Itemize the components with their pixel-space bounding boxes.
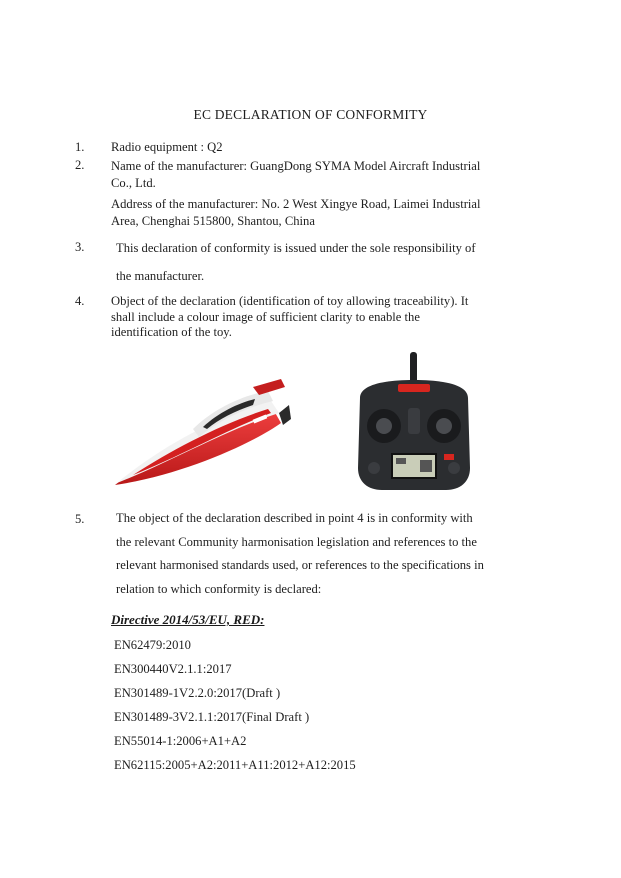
document-title: EC DECLARATION OF CONFORMITY xyxy=(193,107,428,122)
standard-item: EN300440V2.1.1:2017 xyxy=(114,662,232,676)
rc-boat-icon xyxy=(103,357,313,492)
item-5-line-1: The object of the declaration described in point 4 is in conformity with xyxy=(116,511,473,525)
standard-item: EN301489-1V2.2.0:2017(Draft ) xyxy=(114,686,281,700)
item-2-address-line-1: Address of the manufacturer: No. 2 West Xingye Road, Laimei Industrial xyxy=(111,197,481,211)
item-5-line-2: the relevant Community harmonisation legislation and references to the xyxy=(116,534,477,549)
item-1-number: 1. xyxy=(75,140,85,154)
standard-item: EN62115:2005+A2:2011+A11:2012+A12:2015 xyxy=(114,758,356,772)
item-2-number: 2. xyxy=(75,158,85,172)
item-5-text xyxy=(116,507,484,601)
remote-controller-icon xyxy=(350,350,478,495)
item-4-line-3: identification of the toy. xyxy=(111,325,232,339)
item-1-text: Radio equipment : Q2 xyxy=(111,140,223,154)
standard-item: EN62479:2010 xyxy=(114,638,191,652)
item-3-number: 3. xyxy=(75,240,85,254)
item-3-text xyxy=(116,234,476,290)
item-2-address-line-2: Area, Chenghai 515800, Shantou, China xyxy=(111,214,315,228)
item-5-number: 5. xyxy=(75,512,85,526)
item-4-number: 4. xyxy=(75,294,85,308)
item-5-line-4: relation to which conformity is declared: xyxy=(116,581,322,596)
item-3-line-1: This declaration of conformity is issued under the sole responsibility of xyxy=(116,241,476,255)
item-4-line-1: Object of the declaration (identification of toy allowing traceability). It xyxy=(111,294,469,308)
item-2-text xyxy=(111,158,480,192)
item-2-line-2: Co., Ltd. xyxy=(111,176,156,190)
standard-item: EN301489-3V2.1.1:2017(Final Draft ) xyxy=(114,710,310,724)
item-4-text xyxy=(111,294,468,341)
item-2-address xyxy=(111,196,480,230)
item-5-line-3: relevant harmonised standards used, or references to the specifications in xyxy=(116,558,484,572)
directive-heading: Directive 2014/53/EU, RED: xyxy=(111,612,265,627)
item-3-line-2: the manufacturer. xyxy=(116,269,205,283)
item-2-line-1: Name of the manufacturer: GuangDong SYMA Model Aircraft Industrial xyxy=(111,159,481,173)
item-4-line-2: shall include a colour image of sufficient clarity to enable the xyxy=(111,309,420,324)
standard-item: EN55014-1:2006+A1+A2 xyxy=(114,734,247,748)
